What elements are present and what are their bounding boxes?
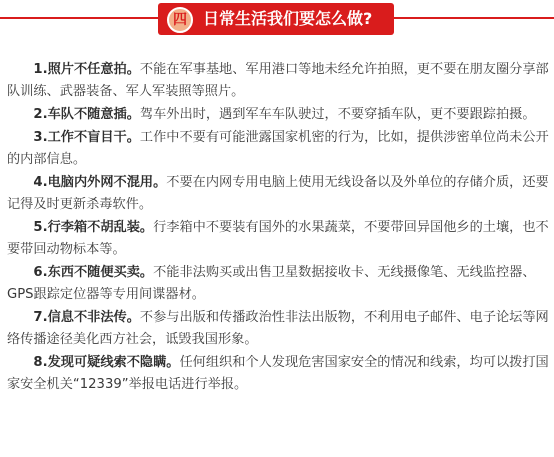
tip-body: 不能非法购买或出售卫星数据接收卡、无线摄像笔、无线监控器、GPS跟踪定位器等专用间谍器材。	[7, 265, 536, 302]
section-title: 日常生活我们要怎么做?	[203, 9, 373, 28]
tip-item	[7, 262, 551, 305]
tip-body: 不要在内网专用电脑上使用无线设备以及外单位的存储介质，还要记得及时更新杀毒软件。	[7, 175, 549, 212]
section-number-badge: 四	[167, 7, 193, 33]
tip-title: 6.东西不随便买卖。	[33, 265, 154, 281]
tip-title: 2.车队不随意插。	[33, 107, 140, 122]
tip-body: 驾车外出时，遇到军车车队驶过，不要穿插车队，更不要跟踪拍摄。	[139, 107, 536, 122]
tip-title: 5.行李箱不胡乱装。	[33, 220, 154, 236]
tips-list	[7, 59, 551, 397]
tip-item	[7, 172, 551, 215]
tip-title: 7.信息不非法传。	[33, 310, 140, 326]
tip-item	[7, 59, 551, 102]
tip-body: 不能在军事基地、军用港口等地未经允许拍照，更不要在朋友圈分享部队训练、武器装备、军人军装照等照片。	[7, 62, 549, 99]
tip-item	[7, 307, 551, 350]
tip-title: 4.电脑内外网不混用。	[33, 175, 167, 191]
tip-item	[7, 352, 551, 395]
tip-item	[7, 217, 551, 260]
tip-title: 8.发现可疑线索不隐瞒。	[33, 355, 180, 371]
tip-title: 1.照片不任意拍。	[33, 62, 140, 77]
tip-item	[7, 127, 551, 170]
tip-body: 行李箱中不要装有国外的水果蔬菜，不要带回异国他乡的土壤，也不要带回动物标本等。	[7, 220, 549, 257]
tip-title: 3.工作不盲目干。	[33, 130, 140, 146]
tip-item	[7, 104, 551, 126]
tip-body: 工作中不要有可能泄露国家机密的行为，比如，提供涉密单位尚未公开的内部信息。	[7, 130, 549, 167]
tip-body: 任何组织和个人发现危害国家安全的情况和线索，均可以拨打国家安全机关“12339”举报电话进行举报。	[7, 355, 549, 392]
tip-body: 不参与出版和传播政治性非法出版物，不利用电子邮件、电子论坛等网络传播途径美化西方社会，诋毁我国形象。	[7, 310, 549, 347]
